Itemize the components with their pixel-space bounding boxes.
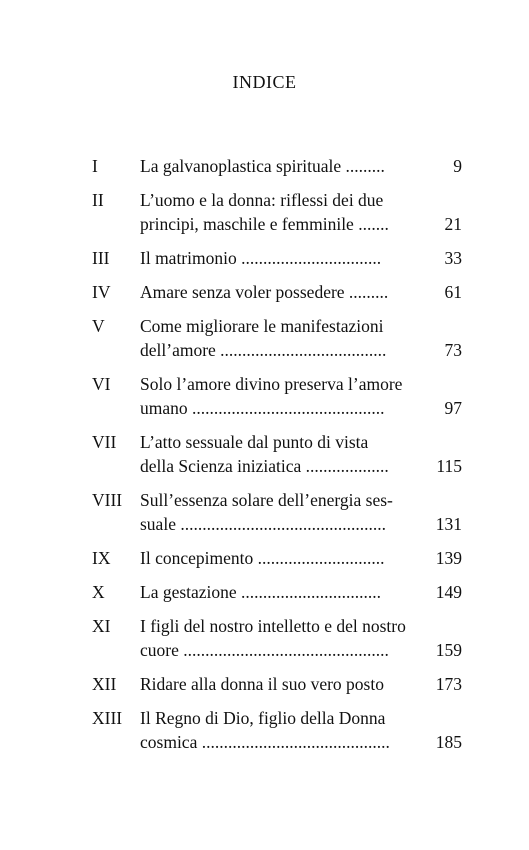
chapter-title [140, 188, 412, 236]
chapter-title-line: umano ............................................ [140, 398, 385, 418]
chapter-title [140, 314, 412, 362]
chapter-title-line: cuore ............................................... [140, 640, 389, 660]
chapter-number: X [92, 582, 105, 602]
toc-entry [92, 546, 462, 570]
chapter-number: VI [92, 374, 111, 394]
page-number: 33 [444, 248, 462, 268]
chapter-number: I [92, 156, 98, 176]
page-number: 61 [444, 282, 462, 302]
toc-entry [92, 154, 462, 178]
toc-entry [92, 706, 462, 754]
chapter-title-line: Il Regno di Dio, figlio della Donna [140, 708, 386, 728]
chapter-number: IX [92, 548, 111, 568]
page-number: 185 [435, 732, 462, 752]
table-of-contents [92, 154, 462, 764]
toc-entry [92, 614, 462, 662]
toc-entry [92, 280, 462, 304]
chapter-title-line: La galvanoplastica spirituale ......... [140, 156, 385, 176]
toc-entry [92, 314, 462, 362]
chapter-title [140, 154, 412, 178]
chapter-title [140, 546, 412, 570]
chapter-title-line: Ridare alla donna il suo vero posto [140, 674, 384, 694]
chapter-number: II [92, 190, 104, 210]
page-number: 21 [444, 214, 462, 234]
toc-entry [92, 672, 462, 696]
chapter-title [140, 430, 412, 478]
chapter-number: XII [92, 674, 117, 694]
page-number: 9 [453, 156, 462, 176]
chapter-number: XI [92, 616, 111, 636]
page-number: 173 [435, 674, 462, 694]
chapter-title [140, 580, 412, 604]
page-number: 159 [435, 640, 462, 660]
chapter-title [140, 246, 412, 270]
toc-entry [92, 246, 462, 270]
page-number: 131 [435, 514, 462, 534]
chapter-title-line: La gestazione ................................ [140, 582, 382, 602]
chapter-title-line: Solo l’amore divino preserva l’amore [140, 374, 403, 394]
chapter-title [140, 672, 412, 696]
chapter-title-line: dell’amore ...................................... [140, 340, 387, 360]
chapter-title-line: suale ............................................... [140, 514, 386, 534]
chapter-number: V [92, 316, 105, 336]
chapter-title-line: Il matrimonio ................................ [140, 248, 382, 268]
page-number: 97 [444, 398, 462, 418]
page-number: 73 [444, 340, 462, 360]
page-title: INDICE [232, 72, 297, 92]
chapter-title-line: Come migliorare le manifestazioni [140, 316, 384, 336]
chapter-title [140, 488, 412, 536]
page-number: 139 [435, 548, 462, 568]
page-number: 115 [436, 456, 462, 476]
chapter-number: VII [92, 432, 117, 452]
chapter-title [140, 614, 412, 662]
toc-entry [92, 188, 462, 236]
toc-entry [92, 580, 462, 604]
chapter-title-line: L’atto sessuale dal punto di vista [140, 432, 369, 452]
chapter-title-line: della Scienza iniziatica ................... [140, 456, 389, 476]
chapter-title-line: principi, maschile e femminile ....... [140, 214, 389, 234]
toc-entry [92, 372, 462, 420]
chapter-title [140, 280, 412, 304]
chapter-number: IV [92, 282, 111, 302]
chapter-title-line: L’uomo e la donna: riflessi dei due [140, 190, 384, 210]
chapter-number: VIII [92, 490, 123, 510]
chapter-number: III [92, 248, 110, 268]
chapter-title-line: Sull’essenza solare dell’energia ses- [140, 490, 393, 510]
chapter-title-line: cosmica ........................................... [140, 732, 390, 752]
page-number: 149 [435, 582, 462, 602]
chapter-number: XIII [92, 708, 123, 728]
toc-entry [92, 488, 462, 536]
chapter-title-line: Il concepimento ............................. [140, 548, 385, 568]
chapter-title [140, 372, 412, 420]
chapter-title-line: Amare senza voler possedere ......... [140, 282, 389, 302]
chapter-title-line: I figli del nostro intelletto e del nostro [140, 616, 406, 636]
toc-entry [92, 430, 462, 478]
chapter-title [140, 706, 412, 754]
